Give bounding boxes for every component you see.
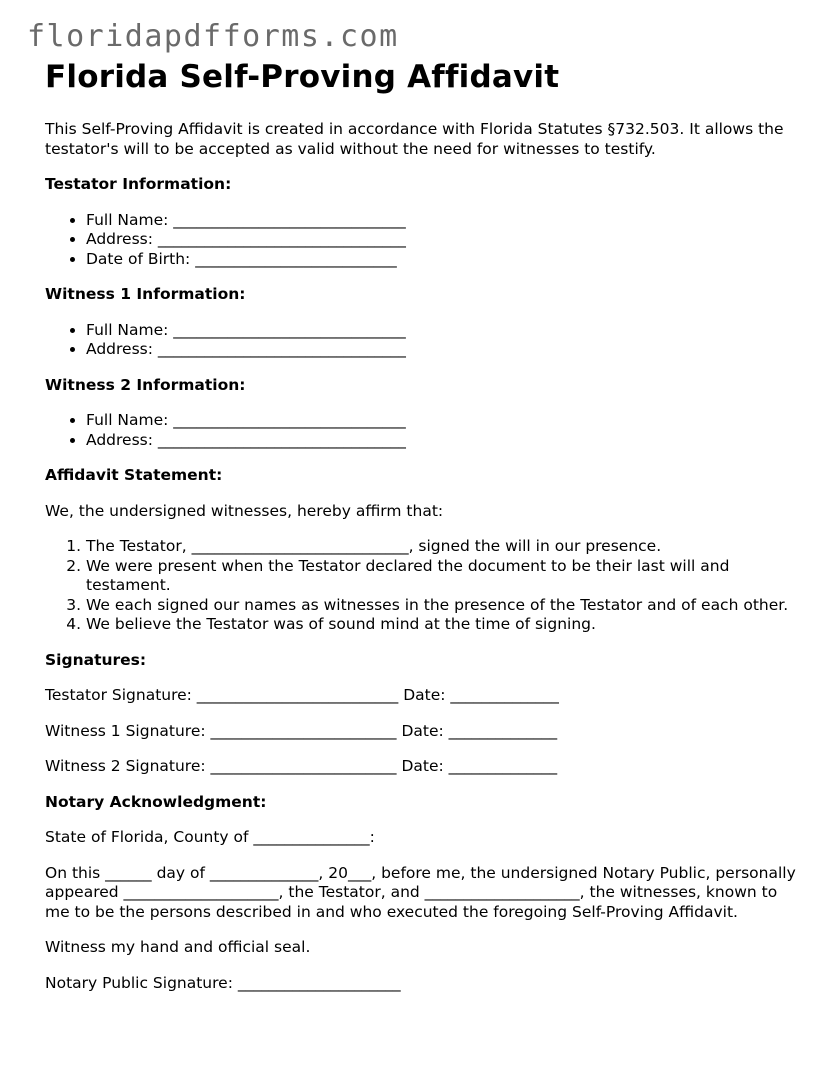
witness2-address: • Address: ________________________________ <box>86 431 805 451</box>
watermark-logo: floridapdfforms.com <box>27 19 399 54</box>
testator-heading: Testator Information: <box>45 175 232 193</box>
statement-item: 4. We believe the Testator was of sound mind at the time of signing. <box>86 615 805 635</box>
statement-list <box>45 537 805 635</box>
testator-signature-line: Testator Signature: __________________________ Date: ______________ <box>45 686 559 704</box>
witness1-heading: Witness 1 Information: <box>45 285 246 303</box>
statement-item: 3. We each signed our names as witnesses in the presence of the Testator and of each other. <box>86 596 805 616</box>
notary-seal-line: Witness my hand and official seal. <box>45 938 311 956</box>
notary-county-line: State of Florida, County of _______________: <box>45 828 375 846</box>
statement-item: 1. The Testator, ____________________________, signed the will in our presence. <box>86 537 805 557</box>
witness1-signature-line: Witness 1 Signature: ________________________ Date: ______________ <box>45 721 558 740</box>
witness1-full-name: • Full Name: ______________________________ <box>86 321 805 341</box>
notary-body-paragraph: On this ______ day of ______________, 20___, before me, the undersigned Notary Public, personally appeared ____________________, the Testator, and ____________________, the witnesses, known to me to be the persons described in and who executed the foregoing Self-Proving Affidavit. <box>45 863 796 921</box>
intro-paragraph: This Self-Proving Affidavit is created in accordance with Florida Statutes §732.503. It allows the testator's will to be accepted as valid without the need for witnesses to testify. <box>45 120 784 158</box>
witness1-list <box>45 321 805 360</box>
testator-list <box>45 211 805 270</box>
witness2-list <box>45 411 805 450</box>
witness2-full-name: • Full Name: ______________________________ <box>86 411 805 431</box>
testator-address: • Address: ________________________________ <box>86 230 805 250</box>
witness2-signature-line: Witness 2 Signature: ________________________ Date: ______________ <box>45 757 558 775</box>
testator-date-of-birth: • Date of Birth: __________________________ <box>86 250 805 270</box>
statement-lead: We, the undersigned witnesses, hereby affirm that: <box>45 501 444 520</box>
statement-item: 2. We were present when the Testator declared the document to be their last will and testament. <box>86 557 805 596</box>
witness2-heading: Witness 2 Information: <box>45 375 246 394</box>
witness1-address: • Address: ________________________________ <box>86 340 805 360</box>
notary-heading: Notary Acknowledgment: <box>45 792 267 811</box>
statement-heading: Affidavit Statement: <box>45 466 223 484</box>
signatures-heading: Signatures: <box>45 650 147 669</box>
notary-signature-line: Notary Public Signature: _____________________ <box>45 973 401 992</box>
document-body <box>45 57 805 993</box>
page-title: Florida Self-Proving Affidavit <box>45 59 560 95</box>
testator-full-name: • Full Name: ______________________________ <box>86 211 805 231</box>
